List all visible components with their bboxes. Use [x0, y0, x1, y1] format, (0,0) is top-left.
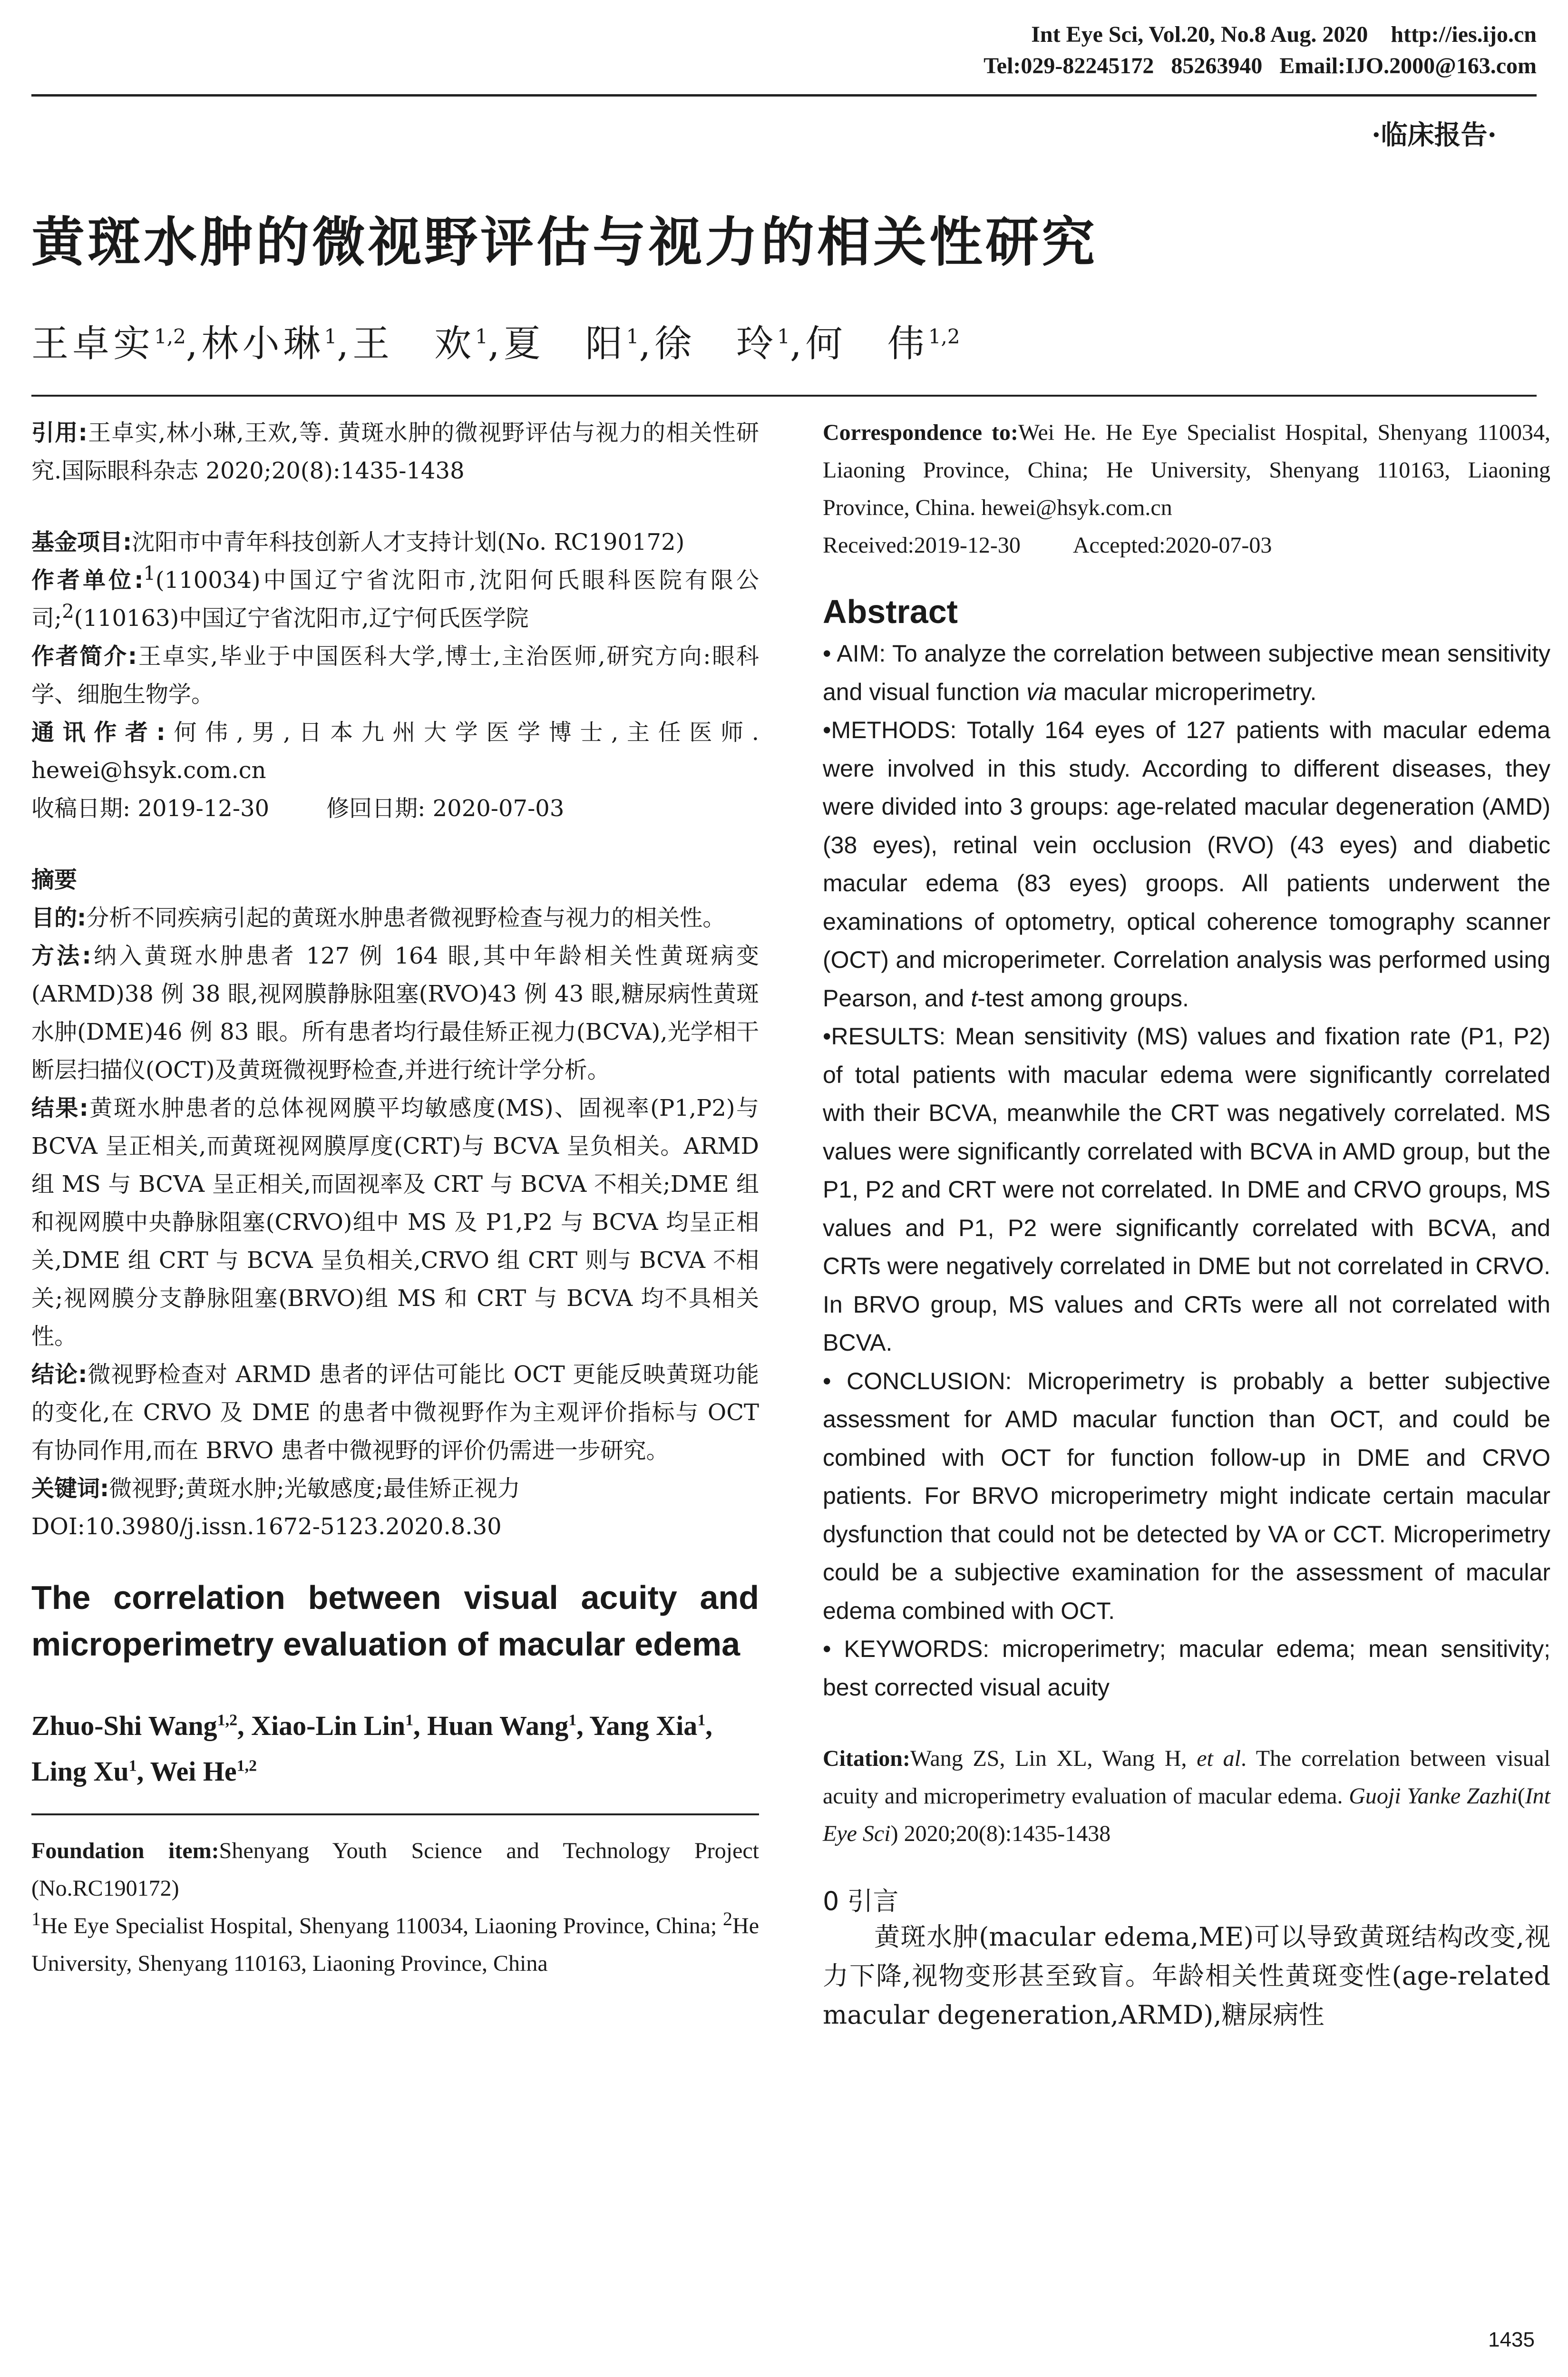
author-sup: 1 [475, 325, 488, 348]
authors-cn [31, 314, 960, 367]
intro-heading: 0 引言 [823, 1886, 899, 1916]
author-sup: 1,2 [236, 1757, 257, 1775]
foundation-label: Foundation item: [31, 1838, 219, 1863]
bio-cn [31, 637, 759, 713]
author-cn: 夏 阳 [503, 322, 626, 365]
unit-text: (110034)中国辽宁省沈阳市,沈阳何氏眼科医院有限公司; [31, 567, 759, 632]
citation-en-mid: . The correlation between visual acuity and microperimetry evaluation of macular edema. [823, 1746, 1551, 1809]
conclusion-label: 结论: [31, 1361, 88, 1388]
corr-text: 何伟,男,日本九州大学医学博士,主任医师. hewei@hsyk.com.cn [31, 719, 759, 784]
citation-cn [31, 414, 759, 490]
article-title-en: The correlation between visual acuity and microperimetry evaluation of macular edema [31, 1579, 759, 1663]
citation-en [823, 1740, 1550, 1852]
keywords-cn [31, 1470, 759, 1508]
author-sep: , [487, 322, 504, 365]
citation-en-post: ) 2020;20(8):1435-1438 [890, 1821, 1111, 1846]
corr-label: 通讯作者: [31, 719, 166, 746]
citation-label: 引用: [31, 419, 88, 446]
aim-en [823, 634, 1550, 711]
results-label: 结果: [31, 1095, 88, 1121]
doi: DOI:10.3980/j.issn.1672-5123.2020.8.30 [31, 1513, 502, 1540]
unit-sup: 1 [143, 563, 156, 585]
methods-label: 方法: [31, 943, 91, 969]
title-rule [31, 395, 1537, 397]
results-cn [31, 1089, 759, 1355]
author-cn: 王卓实 [31, 322, 155, 365]
author-sup: 1 [697, 1711, 706, 1729]
header-line-1: Int Eye Sci, Vol.20, No.8 Aug. 2020 http://ies.ijo.cn [1031, 22, 1537, 47]
header-line-2: Tel:029-82245172 85263940 Email:IJO.2000@163.com [984, 53, 1537, 78]
accepted-en: Accepted:2020-07-03 [1072, 533, 1272, 558]
methods-en-label: •METHODS: [823, 717, 957, 743]
left-column [31, 414, 759, 1982]
aff-text: He University, Shenyang 110163, Liaoning Province, China [31, 1913, 759, 1976]
keywords-en [823, 1630, 1550, 1706]
author-sep: , [639, 322, 655, 365]
dates-en [823, 526, 1550, 564]
author-sup: 1,2 [217, 1711, 238, 1729]
author-cn: 何 伟 [805, 322, 928, 365]
running-header [984, 19, 1537, 82]
author-sup: 1 [324, 325, 337, 348]
author-en: Zhuo-Shi Wang [31, 1710, 217, 1741]
aff-text: He Eye Specialist Hospital, Shenyang 110034, Liaoning Province, China; [41, 1913, 717, 1939]
article-title-cn: 黄斑水肿的微视野评估与视力的相关性研究 [31, 212, 1098, 273]
author-cn: 林小琳 [201, 322, 324, 365]
author-sup: 1,2 [154, 325, 186, 348]
methods-en-text: Totally 164 eyes of 127 patients with macular edema were involved in this study. According to different diseases, they were divided into 3 groups: age-related macular degeneration (AMD) (38 eyes), retinal vein occlusion (RVO) (43 eyes) and diabetic macular edema (83 eyes) groops. All patients underwent the examinations of optometry, optical coherence tomography scanner (OCT) and microperimeter. Correlation analysis was performed using Pearson, and [823, 717, 1550, 1012]
fund-text: 沈阳市中青年科技创新人才支持计划(No. RC190172) [132, 529, 685, 555]
author-en: Yang Xia [589, 1710, 698, 1741]
foundation-en [31, 1832, 759, 1907]
keywords-en-label: • KEYWORDS: [823, 1636, 990, 1662]
abstract-heading-text: 摘要 [31, 867, 78, 893]
author-sup: 1 [405, 1711, 414, 1729]
corr-cn [31, 713, 759, 789]
results-text: 黄斑水肿患者的总体视网膜平均敏感度(MS)、固视率(P1,P2)与 BCVA 呈正相关,而黄斑视网膜厚度(CRT)与 BCVA 呈负相关。ARMD 组 MS 与 BCVA 呈正相关,而固视率及 CRT 与 BCVA 不相关;DME 组和视网膜中央静脉阻塞(CRVO)组中 MS 及 P1,P2 与 BCVA 均呈正相关,DME 组 CRT 与 BCVA 呈负相关,CRVO 组 CRT 则与 BCVA 不相关;视网膜分支静脉阻塞(BRVO)组 MS 和 CRT 与 BCVA 均不具相关性。 [31, 1095, 759, 1350]
author-sup: 1 [568, 1711, 577, 1729]
author-en: Ling Xu [31, 1756, 129, 1787]
received-en: Received:2019-12-30 [823, 533, 1021, 558]
corr-en-label: Correspondence to: [823, 420, 1018, 445]
conclusion-text: 微视野检查对 ARMD 患者的评估可能比 OCT 更能反映黄斑功能的变化,在 CRVO 及 DME 的患者中微视野作为主观评价指标与 OCT 有协同作用,而在 BRVO 患者中微视野的评价仍需进一步研究。 [31, 1361, 759, 1464]
unit-sup: 2 [62, 601, 74, 623]
aff-sup: 2 [723, 1908, 733, 1929]
keywords-text: 微视野;黄斑水肿;光敏感度;最佳矫正视力 [109, 1475, 520, 1502]
results-en [823, 1017, 1550, 1362]
author-cn: 王 欢 [352, 322, 476, 365]
right-column [823, 414, 1550, 2035]
author-sup: 1 [626, 325, 639, 348]
unit-cn [31, 561, 759, 637]
citation-en-label: Citation: [823, 1746, 910, 1771]
abstract-heading-en: Abstract [823, 593, 958, 630]
aim-en-text: To analyze the correlation between subjective mean sensitivity and visual function [823, 640, 1551, 705]
dates-cn [31, 789, 759, 828]
citation-en-text: Wang ZS, Lin XL, Wang H, [910, 1746, 1197, 1771]
aim-text: 分析不同疾病引起的黄斑水肿患者微视野检查与视力的相关性。 [86, 905, 726, 931]
foundation-text: Shenyang Youth Science and Technology Project (No.RC190172) [31, 1838, 760, 1901]
methods-en [823, 711, 1550, 1017]
aim-label: 目的: [31, 905, 87, 931]
intro-text [823, 1918, 1550, 2035]
conclusion-en-text: Microperimetry is probably a better subjective assessment for AMD macular function than OCT, and could be combined with OCT for function follow-up in DME and CRVO patients. For BRVO microperimetry might indicate certain macular dysfunction that could not be detected by VA or CCT. Microperimetry could be a subjective examination for the assessment of macular edema combined with OCT. [823, 1367, 1550, 1624]
citation-en-journal-en: Int Eye Sci [823, 1783, 1551, 1846]
author-en: Huan Wang [427, 1710, 569, 1741]
conclusion-en [823, 1362, 1550, 1630]
section-tag: ·临床报告· [1372, 119, 1497, 151]
correspondence-en [823, 414, 1550, 526]
authors-en: Zhuo-Shi Wang$^{1,2}$, Xiao-Lin Lin$^1$, Huan Wang$^1$, Yang Xia$^1$, Ling Xu$^1$, Wei He$^{1,2}$ [31, 1710, 712, 1787]
citation-en-etal: et al [1197, 1746, 1241, 1771]
conclusion-cn [31, 1355, 759, 1470]
aim-en-label: • AIM: [823, 640, 886, 667]
bio-label: 作者简介: [31, 643, 137, 670]
methods-cn [31, 937, 759, 1089]
fund-cn [31, 523, 759, 561]
methods-text: 纳入黄斑水肿患者 127 例 164 眼,其中年龄相关性黄斑病变(ARMD)38 例 38 眼,视网膜静脉阻塞(RVO)43 例 43 眼,糖尿病性黄斑水肿(DME)46 例 83 眼。所有患者均行最佳矫正视力(BCVA),光学相干断层扫描仪(OCT)及黄斑微视野检查,并进行统计学分析。 [31, 943, 759, 1083]
author-sup: 1,2 [928, 325, 960, 348]
citation-en-paren: ( [1517, 1783, 1525, 1809]
author-sep: , [337, 322, 353, 365]
methods-en-end: -test among groups. [977, 984, 1189, 1012]
aff-sup: 1 [31, 1908, 41, 1929]
author-sep: , [790, 322, 806, 365]
aim-en-via: via [1026, 678, 1057, 705]
results-en-label: •RESULTS: [823, 1023, 946, 1050]
author-sup: 1 [128, 1757, 137, 1775]
conclusion-en-label: • CONCLUSION: [823, 1367, 1012, 1394]
fund-label: 基金项目: [31, 529, 132, 555]
keywords-en-text: microperimetry; macular edema; mean sensitivity; best corrected visual acuity [823, 1636, 1550, 1701]
author-sup: 1 [777, 325, 790, 348]
author-cn: 徐 玲 [654, 322, 778, 365]
header-rule [31, 94, 1537, 97]
corr-en-text: Wei He. He Eye Specialist Hospital, Shenyang 110034, Liaoning Province, China; He University, Shenyang 110163, Liaoning Province, China. hewei@hsyk.com.cn [823, 420, 1550, 520]
citation-en-journal: Guoji Yanke Zazhi [1349, 1783, 1518, 1809]
intro-text-span: 黄斑水肿(macular edema,ME)可以导致黄斑结构改变,视力下降,视物变形甚至致盲。年龄相关性黄斑变性(age-related macular degeneration,ARMD),糖尿病性 [823, 1922, 1550, 2030]
page-number: 1435 [1488, 2328, 1535, 2351]
results-en-text: Mean sensitivity (MS) values and fixation rate (P1, P2) of total patients with macular edema were significantly correlated with their BCVA, meanwhile the CRT was negatively correlated. MS values were significantly correlated with BCVA in AMD group, but the P1, P2 and CRT were not correlated. In DME and CRVO groups, MS values and P1, P2 were significantly correlated with BCVA, and CRTs were negatively correlated in DME but not correlated in CRVO. In BRVO group, MS values and CRTs were all not correlated with BCVA. [823, 1023, 1550, 1356]
author-en: Wei He [150, 1756, 237, 1787]
author-en: Xiao-Lin Lin [251, 1710, 406, 1741]
aim-cn [31, 899, 759, 937]
citation-text: 王卓实,林小琳,王欢,等. 黄斑水肿的微视野评估与视力的相关性研究.国际眼科杂志 2020;20(8):1435-1438 [31, 419, 759, 484]
unit-label: 作者单位: [31, 567, 144, 594]
affiliations-en [31, 1907, 759, 1982]
author-sep: , [185, 322, 202, 365]
abstract-heading-cn [31, 861, 759, 899]
bio-text: 王卓实,毕业于中国医科大学,博士,主治医师,研究方向:眼科学、细胞生物学。 [31, 643, 759, 708]
revised-date: 修回日期: 2020-07-03 [326, 795, 565, 822]
aim-en-text-end: macular microperimetry. [1056, 678, 1317, 705]
methods-en-t: t [971, 984, 978, 1012]
received-date: 收稿日期: 2019-12-30 [31, 795, 270, 822]
keywords-label: 关键词: [31, 1475, 109, 1502]
unit-text: (110163)中国辽宁省沈阳市,辽宁何氏医学院 [74, 605, 529, 632]
